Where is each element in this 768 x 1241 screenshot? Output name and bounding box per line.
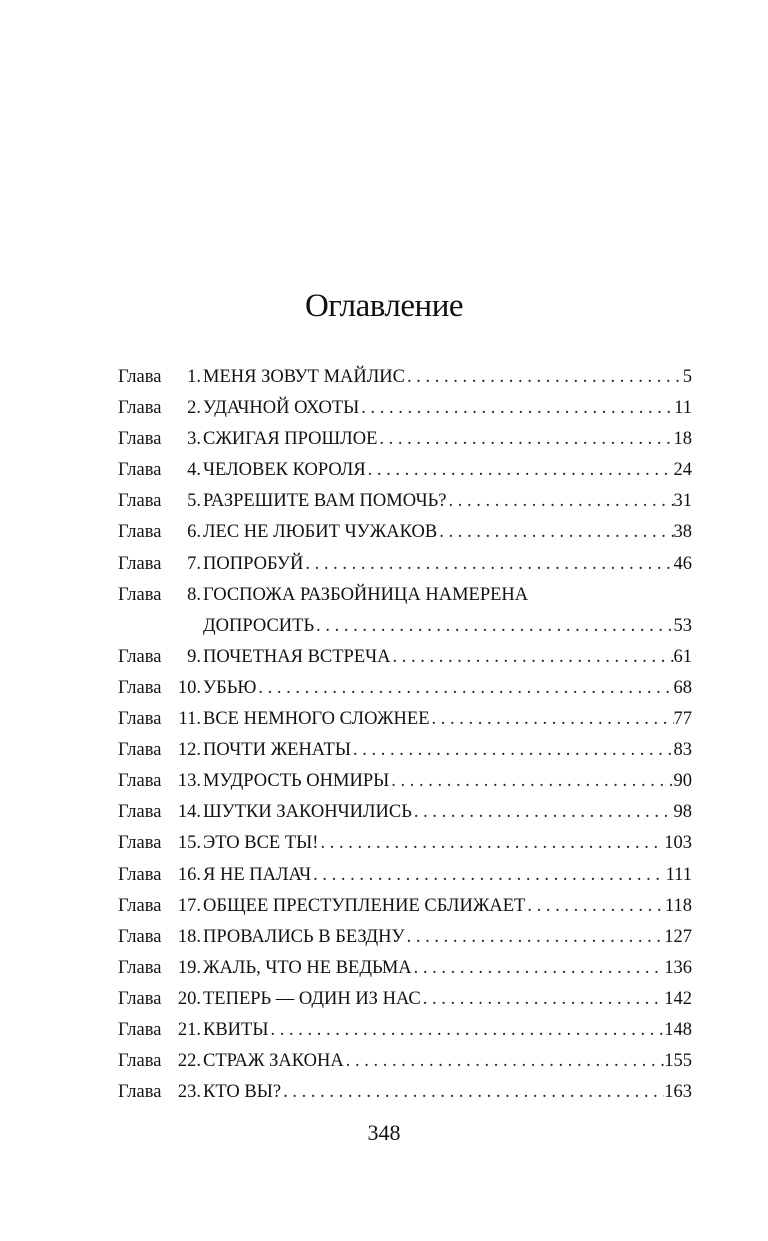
chapter-title: ГОСПОЖА РАЗБОЙНИЦА НАМЕРЕНА <box>203 584 529 605</box>
chapter-number: 1. <box>187 367 201 387</box>
chapter-title: ПОПРОБУЙ <box>203 553 304 574</box>
chapter-number: 17. <box>177 895 201 916</box>
dot-leader <box>412 797 674 828</box>
chapter-number: 10. <box>177 677 201 698</box>
chapter-title: ВСЕ НЕМНОГО СЛОЖНЕЕ <box>203 709 430 730</box>
dot-leader <box>303 549 673 580</box>
chapter-page: 11 <box>674 398 692 419</box>
table-of-contents <box>118 362 692 1108</box>
dot-leader <box>405 362 683 393</box>
chapter-page: 98 <box>673 802 692 823</box>
chapter-page: 111 <box>665 864 692 885</box>
toc-entry[interactable] <box>118 642 692 673</box>
chapter-label: Глава <box>118 553 162 574</box>
dot-leader <box>256 673 673 704</box>
chapter-number: 16. <box>177 864 201 885</box>
chapter-title: УДАЧНОЙ ОХОТЫ <box>203 398 360 419</box>
toc-entry[interactable] <box>118 797 692 828</box>
chapter-page: 163 <box>664 1082 692 1103</box>
chapter-number: 19. <box>177 957 201 978</box>
chapter-page: 68 <box>673 677 692 698</box>
chapter-page: 136 <box>664 957 692 978</box>
toc-entry[interactable] <box>118 984 692 1015</box>
chapter-number: 11. <box>178 709 201 730</box>
toc-entry[interactable] <box>118 1046 692 1077</box>
chapter-number: 5. <box>187 491 201 512</box>
toc-entry[interactable] <box>118 549 692 580</box>
chapter-title: МЕНЯ ЗОВУТ МАЙЛИС <box>203 367 405 387</box>
chapter-page: 148 <box>664 1019 692 1040</box>
dot-leader <box>359 393 674 424</box>
chapter-title: УБЬЮ <box>203 677 257 698</box>
chapter-label: Глава <box>118 771 162 792</box>
toc-entry[interactable] <box>118 735 692 766</box>
chapter-title: КВИТЫ <box>203 1019 269 1040</box>
toc-entry[interactable] <box>118 455 692 486</box>
chapter-label: Глава <box>118 460 162 481</box>
chapter-title: ЛЕС НЕ ЛЮБИТ ЧУЖАКОВ <box>203 522 438 543</box>
dot-leader <box>318 828 664 859</box>
toc-entry[interactable] <box>118 922 692 953</box>
chapter-number: 13. <box>177 771 201 792</box>
dot-leader <box>405 922 665 953</box>
chapter-label: Глава <box>118 802 162 823</box>
toc-entry[interactable] <box>118 766 692 797</box>
chapter-number: 6. <box>187 522 201 543</box>
chapter-title: ПОЧТИ ЖЕНАТЫ <box>203 740 351 761</box>
chapter-label: Глава <box>118 522 162 543</box>
chapter-title: ПРОВАЛИСЬ В БЕЗДНУ <box>203 926 405 947</box>
toc-entry[interactable] <box>118 1077 692 1108</box>
chapter-title: СЖИГАЯ ПРОШЛОЕ <box>203 429 378 450</box>
dot-leader <box>430 704 674 735</box>
chapter-page: 38 <box>673 522 692 543</box>
toc-entry[interactable] <box>118 704 692 735</box>
chapter-label: Глава <box>118 895 162 916</box>
chapter-title: МУДРОСТЬ ОНМИРЫ <box>203 771 390 792</box>
chapter-page: 103 <box>664 833 692 854</box>
chapter-label: Глава <box>118 1019 162 1040</box>
page-number: 348 <box>367 1120 401 1145</box>
chapter-label: Глава <box>118 957 162 978</box>
chapter-page: 53 <box>673 615 692 636</box>
page-title: Оглавление <box>304 288 464 324</box>
chapter-page: 155 <box>664 1051 692 1072</box>
chapter-page: 118 <box>664 895 692 916</box>
chapter-number: 3. <box>187 429 201 450</box>
toc-entry[interactable] <box>118 424 692 455</box>
chapter-number: 7. <box>187 553 201 574</box>
dot-leader <box>525 891 665 922</box>
chapter-title: КТО ВЫ? <box>203 1082 282 1103</box>
dot-leader <box>311 860 666 891</box>
dot-leader <box>437 517 673 548</box>
chapter-label: Глава <box>118 646 162 667</box>
dot-leader <box>377 424 673 455</box>
toc-entry[interactable] <box>118 486 692 517</box>
chapter-title-continuation: ДОПРОСИТЬ <box>203 615 315 636</box>
chapter-label: Глава <box>118 833 162 854</box>
chapter-number: 8. <box>187 584 201 605</box>
dot-leader <box>351 735 674 766</box>
dot-leader <box>391 642 674 673</box>
chapter-page: 90 <box>673 771 692 792</box>
dot-leader <box>344 1046 665 1077</box>
chapter-page: 61 <box>673 646 692 667</box>
chapter-page: 127 <box>664 926 692 947</box>
chapter-number: 21. <box>177 1019 201 1040</box>
chapter-number: 20. <box>177 988 201 1009</box>
toc-entry[interactable] <box>118 860 692 891</box>
chapter-title: ОБЩЕЕ ПРЕСТУПЛЕНИЕ СБЛИЖАЕТ <box>203 895 526 916</box>
chapter-label: Глава <box>118 926 162 947</box>
dot-leader <box>314 611 673 642</box>
chapter-title: ПОЧЕТНАЯ ВСТРЕЧА <box>203 646 391 667</box>
chapter-page: 83 <box>673 740 692 761</box>
chapter-title: Я НЕ ПАЛАЧ <box>203 864 312 885</box>
dot-leader <box>389 766 673 797</box>
chapter-label: Глава <box>118 864 162 885</box>
chapter-page: 24 <box>673 460 692 481</box>
toc-entry[interactable] <box>118 580 692 642</box>
chapter-label: Глава <box>118 1082 162 1103</box>
toc-entry[interactable] <box>118 891 692 922</box>
chapter-number: 12. <box>177 740 201 761</box>
chapter-label: Глава <box>118 709 162 730</box>
dot-leader <box>268 1015 664 1046</box>
chapter-title: РАЗРЕШИТЕ ВАМ ПОМОЧЬ? <box>203 491 447 512</box>
chapter-number: 18. <box>177 926 201 947</box>
chapter-label: Глава <box>118 491 162 512</box>
dot-leader <box>446 486 673 517</box>
chapter-label: Глава <box>118 677 162 698</box>
chapter-number: 14. <box>177 802 201 823</box>
toc-entry[interactable] <box>118 953 692 984</box>
chapter-page: 77 <box>673 709 692 730</box>
chapter-page: 31 <box>673 491 692 512</box>
chapter-label: Глава <box>118 367 162 387</box>
chapter-label: Глава <box>118 398 162 419</box>
toc-entry[interactable] <box>118 393 692 424</box>
chapter-title: ЧЕЛОВЕК КОРОЛЯ <box>203 460 366 481</box>
chapter-title: ЖАЛЬ, ЧТО НЕ ВЕДЬМА <box>203 957 412 978</box>
dot-leader <box>281 1077 664 1108</box>
chapter-title: ТЕПЕРЬ — ОДИН ИЗ НАС <box>203 988 421 1009</box>
chapter-page: 142 <box>664 988 692 1009</box>
chapter-number: 2. <box>187 398 201 419</box>
chapter-number: 4. <box>187 460 201 481</box>
chapter-number: 23. <box>177 1082 201 1103</box>
dot-leader <box>421 984 665 1015</box>
chapter-number: 9. <box>187 646 201 667</box>
chapter-label: Глава <box>118 988 162 1009</box>
chapter-title: ЭТО ВСЕ ТЫ! <box>203 833 319 854</box>
toc-entry[interactable] <box>118 362 692 393</box>
chapter-number: 22. <box>177 1051 201 1072</box>
chapter-title: ШУТКИ ЗАКОНЧИЛИСЬ <box>203 802 412 823</box>
dot-leader <box>366 455 674 486</box>
chapter-title: СТРАЖ ЗАКОНА <box>203 1051 344 1072</box>
chapter-page: 18 <box>673 429 692 450</box>
dot-leader <box>412 953 665 984</box>
chapter-label: Глава <box>118 584 162 605</box>
chapter-label: Глава <box>118 429 162 450</box>
chapter-page: 46 <box>673 553 692 574</box>
toc-entry[interactable] <box>118 1015 692 1046</box>
toc-entry[interactable] <box>118 828 692 859</box>
chapter-number: 15. <box>177 833 201 854</box>
chapter-label: Глава <box>118 1051 162 1072</box>
toc-entry[interactable] <box>118 517 692 548</box>
chapter-page: 5 <box>682 367 692 387</box>
toc-entry[interactable] <box>118 673 692 704</box>
chapter-label: Глава <box>118 740 162 761</box>
